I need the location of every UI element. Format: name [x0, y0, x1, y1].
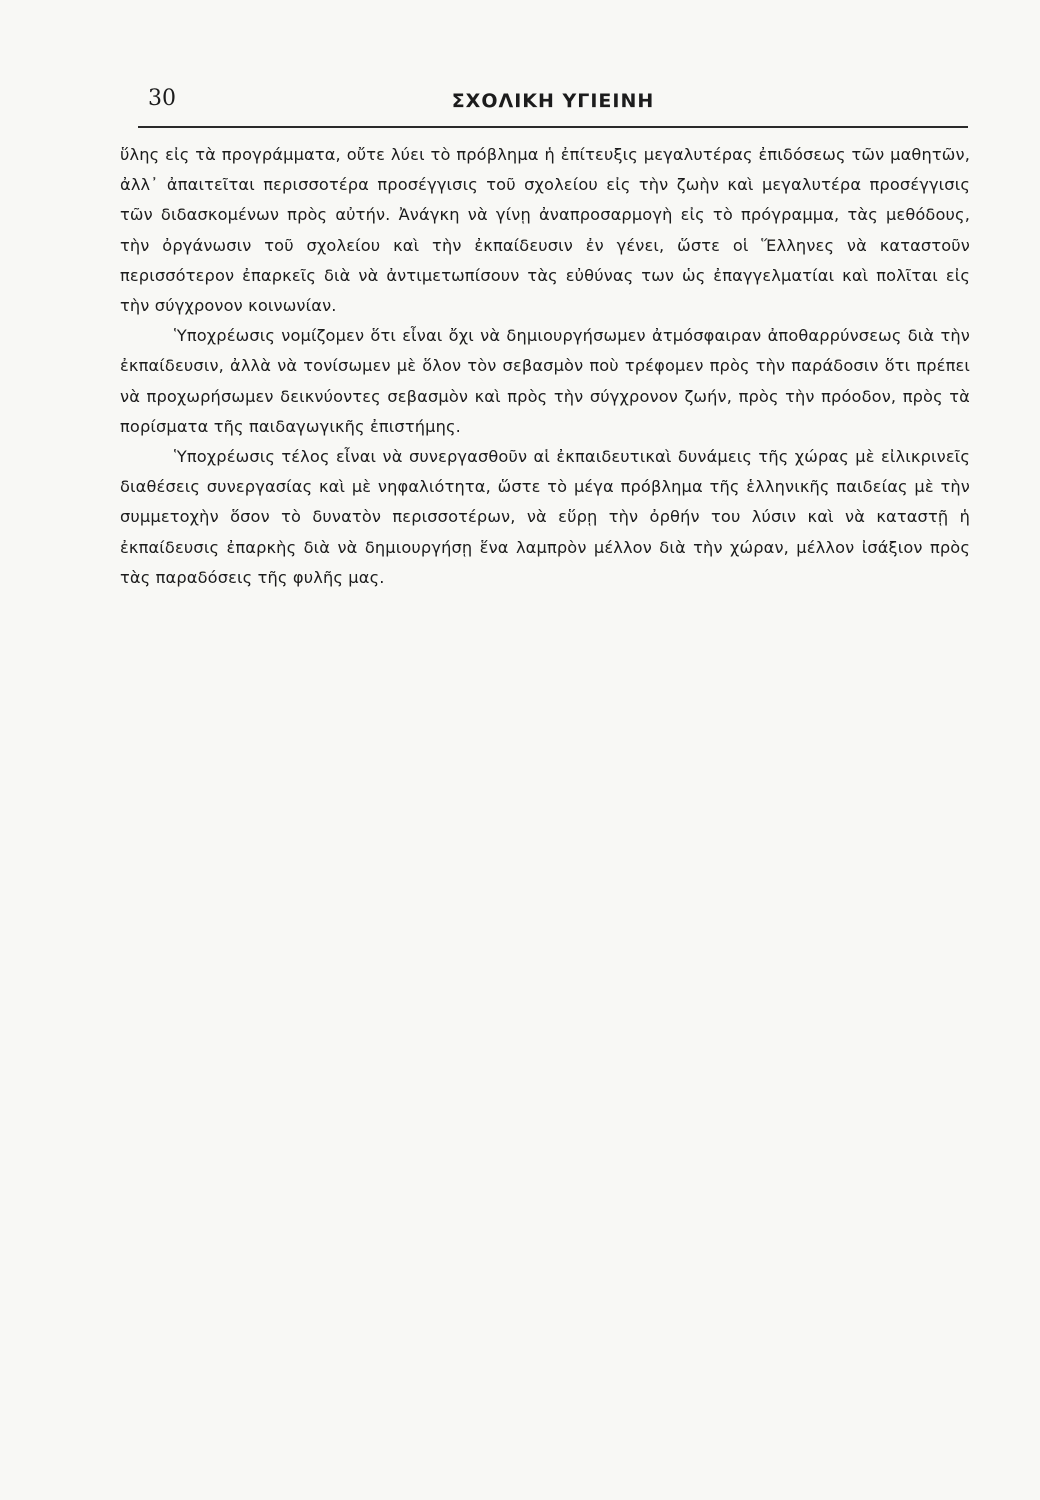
running-title: ΣΧΟΛΙΚΗ ΥΓΙΕΙΝΗ	[451, 90, 655, 112]
header-rule	[138, 126, 968, 128]
paragraph-obligation-cooperation: Ὑποχρέωσις τέλος εἶναι νὰ συνεργασθοῦν αἱ ἐκπαιδευτικαὶ δυνάμεις τῆς χώρας μὲ εἰλικρινεῖς διαθέσεις συνεργασίας καὶ μὲ νηφαλιότητα, ὥστε τὸ μέγα πρόβλημα τῆς ἑλληνικῆς παιδείας μὲ τὴν συμμετοχὴν ὅσον τὸ δυνατὸν περισσοτέρων, νὰ εὕρῃ τὴν ὀρθήν του λύσιν καὶ νὰ καταστῇ ἡ ἐκπαίδευσις ἐπαρκὴς διὰ νὰ δημιουργήσῃ ἕνα λαμπρὸν μέλλον διὰ τὴν χώραν, μέλλον ἰσάξιον πρὸς τὰς παραδόσεις τῆς φυλῆς μας.	[120, 447, 970, 587]
page-header	[138, 84, 968, 124]
paragraph-obligation-tradition: Ὑποχρέωσις νομίζομεν ὅτι εἶναι ὄχι νὰ δημιουργήσωμεν ἀτμόσφαιραν ἀποθαρρύνσεως διὰ τὴν ἐκπαίδευσιν, ἀλλὰ νὰ τονίσωμεν μὲ ὅλον τὸν σεβασμὸν ποὺ τρέφομεν πρὸς τὴν παράδοσιν ὅτι πρέπει νὰ προχωρήσωμεν δεικνύοντες σεβασμὸν καὶ πρὸς τὴν σύγχρονον ζωήν, πρὸς τὴν πρόοδον, πρὸς τὰ πορίσματα τῆς παιδαγωγικῆς ἐπιστήμης.	[120, 326, 970, 436]
body-text	[120, 140, 970, 593]
page-number: 30	[148, 86, 176, 111]
paragraph-continuation: ὕλης εἰς τὰ προγράμματα, οὔτε λύει τὸ πρόβλημα ἡ ἐπίτευξις μεγαλυτέρας ἐπιδόσεως τῶν μαθητῶν, ἀλλ᾽ ἀπαιτεῖται περισσοτέρα προσέγγισις τοῦ σχολείου εἰς τὴν ζωὴν καὶ μεγαλυτέρα προσέγγισις τῶν διδασκομένων πρὸς αὐτήν. Ἀνάγκη νὰ γίνῃ ἀναπροσαρμογὴ εἰς τὸ πρόγραμμα, τὰς μεθόδους, τὴν ὀργάνωσιν τοῦ σχολείου καὶ τὴν ἐκπαίδευσιν ἐν γένει, ὥστε οἱ Ἕλληνες νὰ καταστοῦν περισσότερον ἐπαρκεῖς διὰ νὰ ἀντιμετωπίσουν τὰς εὐθύνας των ὡς ἐπαγγελματίαι καὶ πολῖται εἰς τὴν σύγχρονον κοινωνίαν.	[120, 145, 970, 316]
